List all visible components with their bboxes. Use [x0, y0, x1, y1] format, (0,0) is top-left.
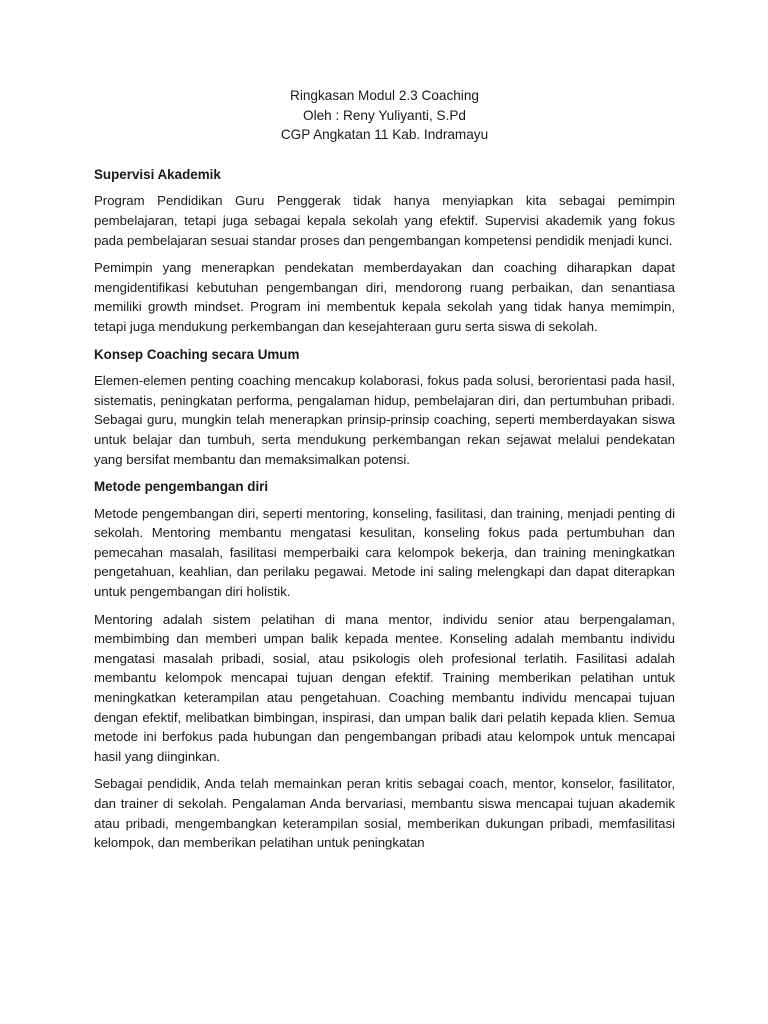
paragraph-metode-1: Metode pengembangan diri, seperti mentoring, konseling, fasilitasi, dan training, menjadi penting di sekolah. Mentoring membantu mengatasi kesulitan, konseling fokus pada pertumbuhan dan pemecahan masalah, fasilitasi memperbaiki cara kelompok bekerja, dan training meningkatkan pengetahuan, keahlian, dan perilaku pegawai. Metode ini saling melengkapi dan dapat diterapkan untuk pengembangan diri holistik. [94, 505, 675, 600]
section-heading-konsep: Konsep Coaching secara Umum [94, 346, 300, 362]
section-heading-supervisi: Supervisi Akademik [94, 166, 221, 182]
paragraph-konsep-1: Elemen-elemen penting coaching mencakup kolaborasi, fokus pada solusi, berorientasi pada hasil, sistematis, peningkatan performa, pengalaman hidup, pembelajaran diri, dan pertumbuhan pribadi. Sebagai guru, mungkin telah menerapkan prinsip-prinsip coaching, seperti memberdayakan siswa untuk belajar dan tumbuh, serta mendukung perkembangan rekan sejawat melalui pendekatan yang bersifat membantu dan memaksimalkan potensi. [94, 373, 675, 467]
paragraph-supervisi-1: Program Pendidikan Guru Penggerak tidak hanya menyiapkan kita sebagai pemimpin pembelajaran, tetapi juga sebagai kepala sekolah yang efektif. Supervisi akademik yang fokus pada pembelajaran sesuai standar proses dan pengembangan kompetensi pendidik menjadi kunci. [94, 193, 675, 248]
document-author: Oleh : Reny Yuliyanti, S.Pd [303, 107, 466, 123]
paragraph-metode-3: Sebagai pendidik, Anda telah memainkan peran kritis sebagai coach, mentor, konselor, fasilitator, dan trainer di sekolah. Pengalaman Anda bervariasi, membantu siswa mencapai tujuan akademik atau pribadi, mengembangkan keterampilan sosial, memberikan dukungan pribadi, memfasilitasi kelompok, dan memberikan pelatihan untuk peningkatan [94, 776, 675, 851]
document-page [94, 86, 675, 853]
paragraph-supervisi-2: Pemimpin yang menerapkan pendekatan memberdayakan dan coaching diharapkan dapat mengidentifikasi kebutuhan pengembangan diri, mendorong ruang perbaikan, dan senantiasa memiliki growth mindset. Program ini membentuk kepala sekolah yang tidak hanya memimpin, tetapi juga mendukung perkembangan dan kesejahteraan guru serta siswa di sekolah. [94, 260, 675, 334]
paragraph-metode-2: Mentoring adalah sistem pelatihan di mana mentor, individu senior atau berpengalaman, membimbing dan memberi umpan balik kepada mentee. Konseling adalah membantu individu mengatasi masalah pribadi, sosial, atau psikologis oleh profesional terlatih. Fasilitasi adalah membantu kelompok mencapai tujuan dengan efektif. Training memberikan pelatihan untuk meningkatkan keterampilan atau pengetahuan. Coaching membantu individu mencapai tujuan dengan efektif, melibatkan bimbingan, inspirasi, dan umpan balik dari pelatih kepada klien. Semua metode ini berfokus pada hubungan dan pengembangan pribadi atau kelompok untuk mencapai hasil yang diinginkan. [94, 611, 675, 764]
document-group: CGP Angkatan 11 Kab. Indramayu [280, 127, 489, 143]
document-title: Ringkasan Modul 2.3 Coaching [290, 88, 479, 103]
section-heading-metode: Metode pengembangan diri [94, 479, 269, 495]
title-block [94, 86, 675, 145]
